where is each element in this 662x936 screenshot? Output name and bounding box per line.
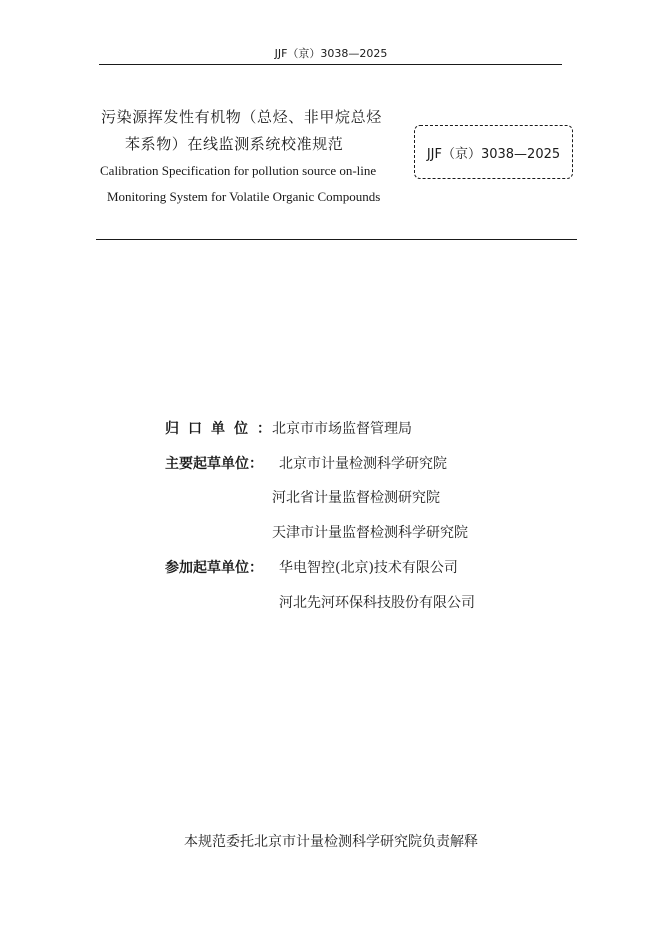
title-chinese-line-1: 污染源挥发性有机物（总烃、非甲烷总烃	[101, 108, 382, 126]
responsible-unit-value: 北京市市场监督管理局	[272, 421, 412, 437]
title-chinese-line-2: 苯系物）在线监测系统校准规范	[125, 135, 344, 153]
main-drafting-unit-1: 北京市计量检测科学研究院	[279, 456, 447, 472]
title-english-line-1: Calibration Specification for pollution source on-line	[100, 163, 377, 178]
title-english-line-2: Monitoring System for Volatile Organic Compounds	[107, 189, 381, 204]
header-divider	[99, 64, 562, 65]
spec-code-box	[414, 125, 573, 179]
responsible-unit-label: 归口单位：	[165, 421, 280, 437]
main-drafting-label: 主要起草单位：	[165, 456, 263, 472]
participating-drafting-label: 参加起草单位：	[165, 560, 263, 576]
spec-code: JJF（京）3038—2025	[426, 146, 561, 162]
interpretation-note: 本规范委托北京市计量检测科学研究院负责解释	[184, 834, 478, 850]
main-drafting-unit-3: 天津市计量监督检测科学研究院	[272, 525, 468, 541]
header-spec-code: JJF（京）3038—2025	[274, 47, 388, 60]
participating-drafting-unit-1: 华电智控(北京)技术有限公司	[279, 560, 458, 576]
participating-drafting-unit-2: 河北先河环保科技股份有限公司	[279, 595, 475, 611]
main-drafting-unit-2: 河北省计量监督检测研究院	[272, 490, 440, 506]
title-divider	[96, 239, 577, 240]
